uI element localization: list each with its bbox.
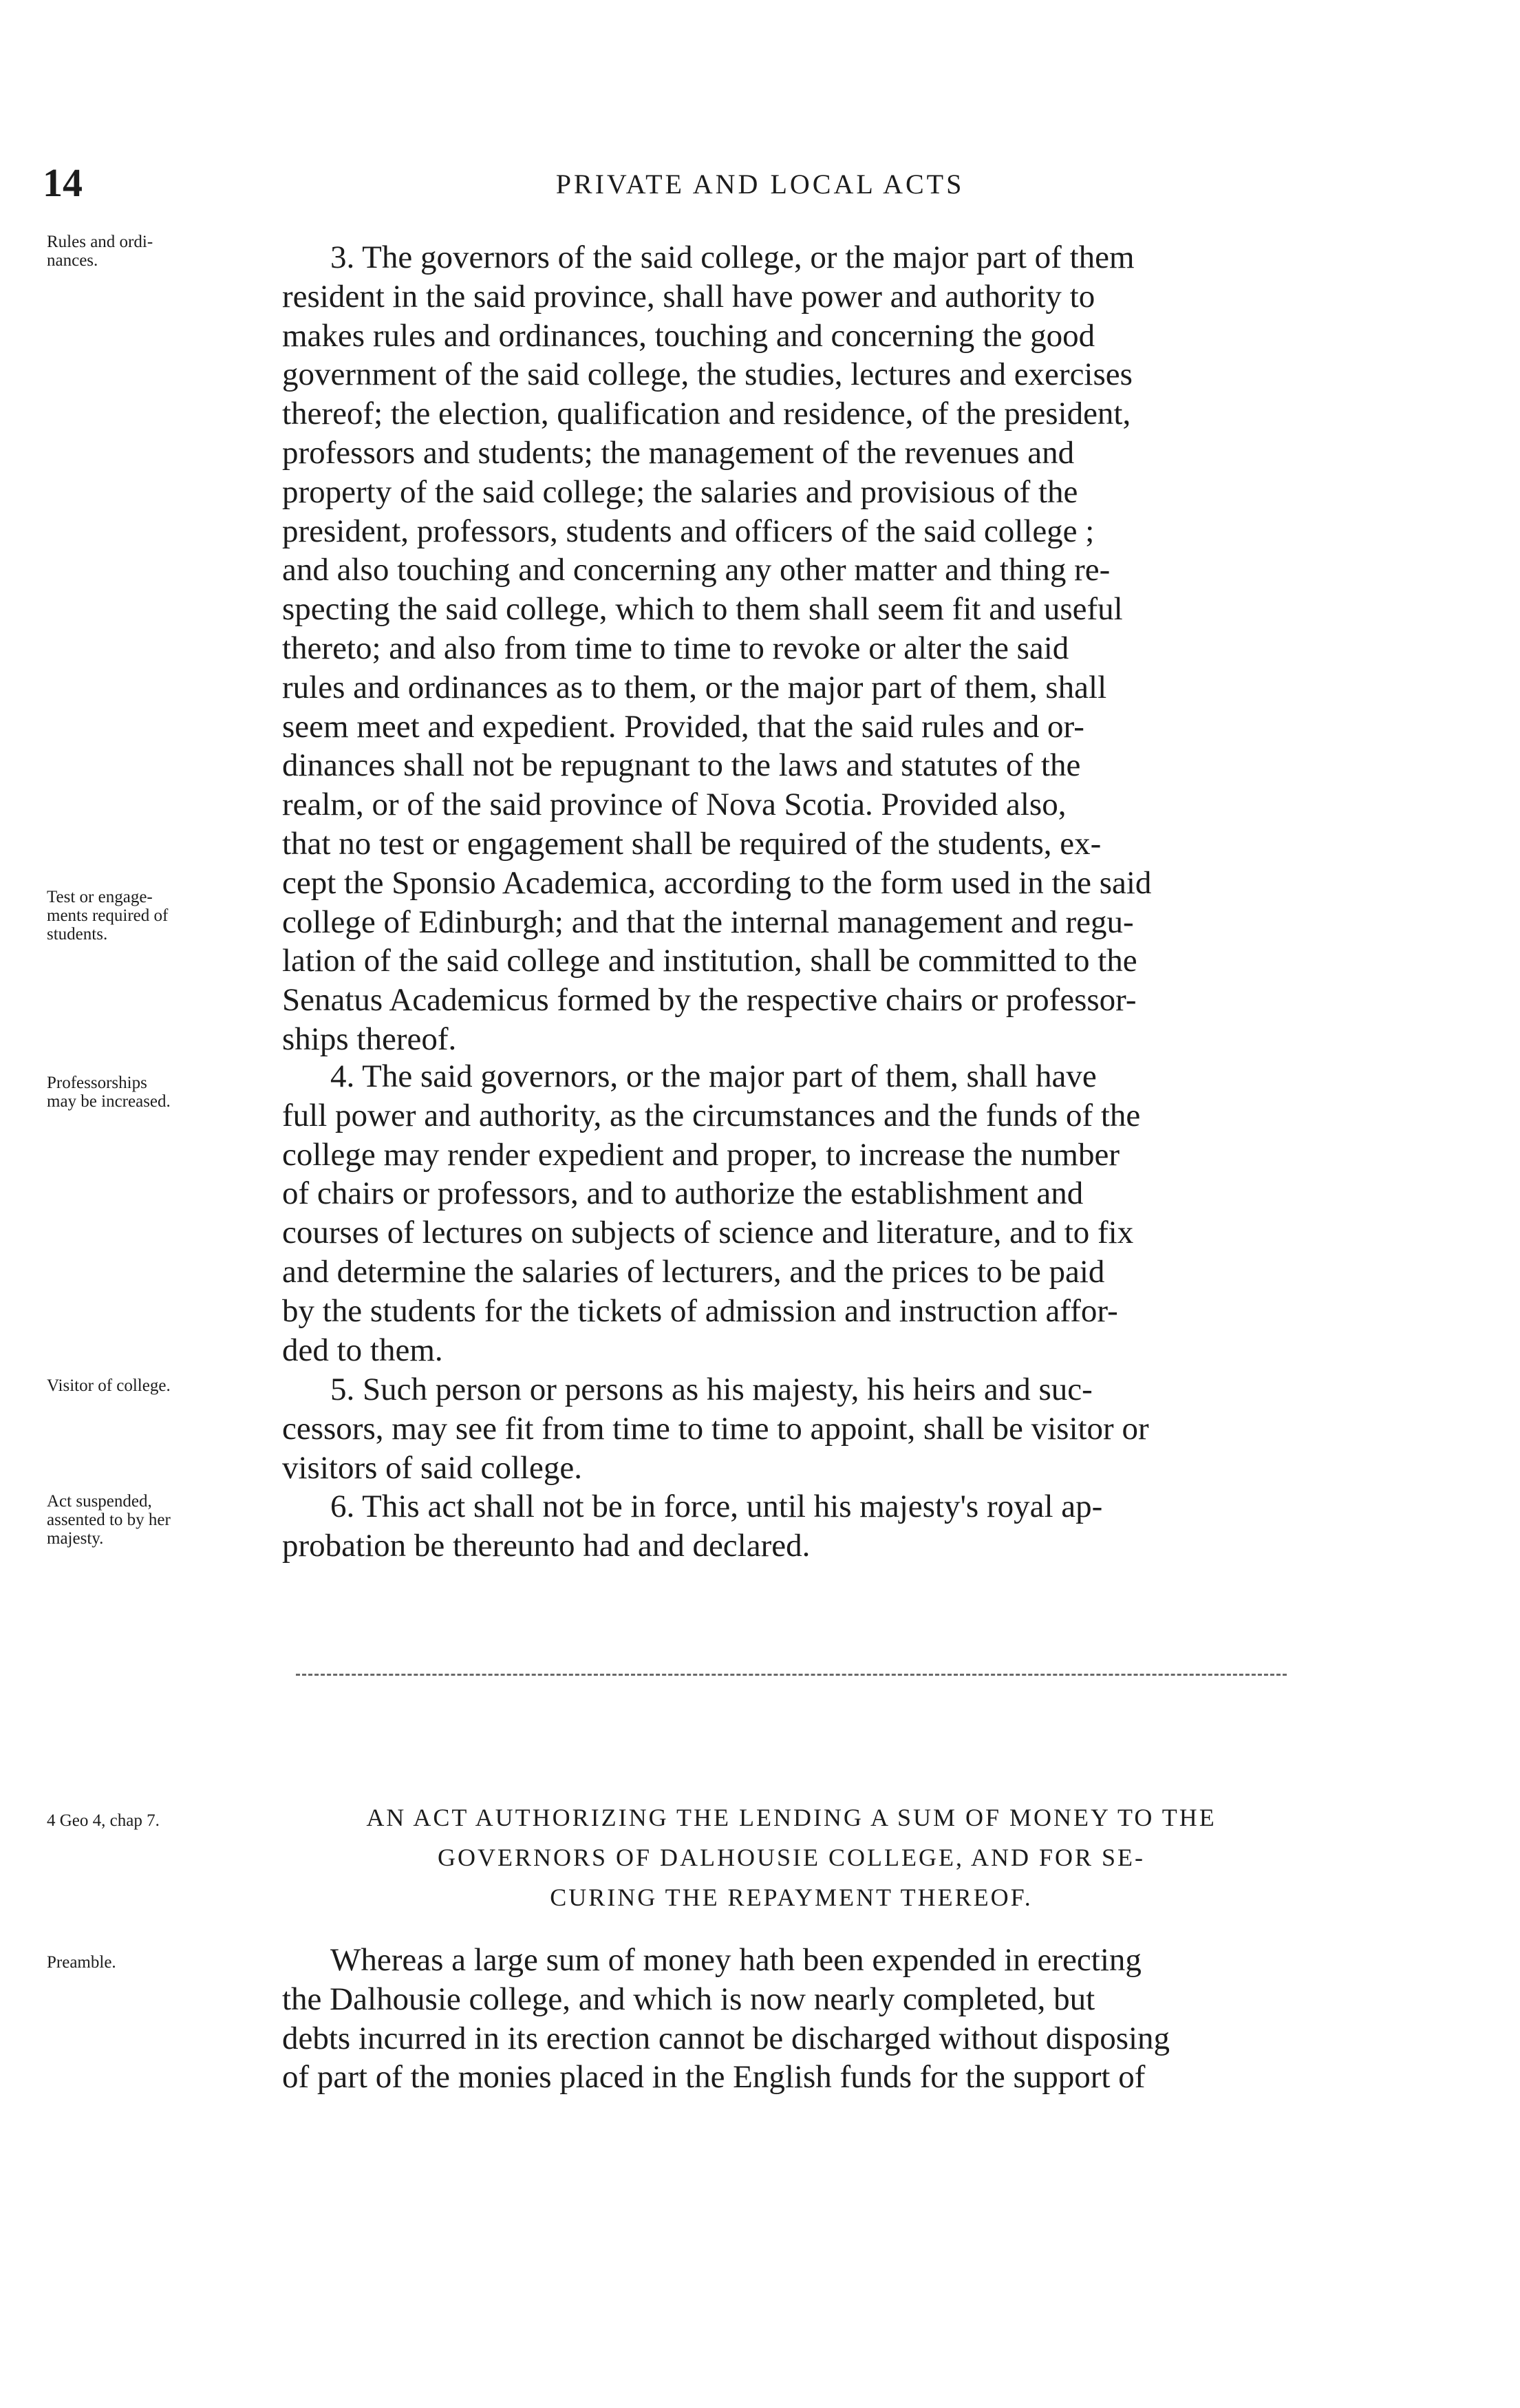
text-line: and also touching and concerning any other matter and thing re- [282,552,1111,588]
text-line: 3. The governors of the said college, or the major part of them [330,239,1135,275]
text-line: makes rules and ordinances, touching and concerning the good [282,317,1095,354]
act-title-line: GOVERNORS OF DALHOUSIE COLLEGE, AND FOR SE- [437,1844,1146,1871]
text-line: of chairs or professors, and to authorize the establishment and [282,1175,1084,1212]
text-line: full power and authority, as the circumstances and the funds of the [282,1097,1141,1133]
text-line: college may render expedient and proper, to increase the number [282,1136,1120,1173]
running-head: PRIVATE AND LOCAL ACTS [555,169,965,200]
text-line: specting the said college, which to them shall seem fit and useful [282,591,1123,628]
text-line: resident in the said province, shall have power and authority to [282,278,1095,315]
text-line: cessors, may see fit from time to time to appoint, shall be visitor or [282,1410,1149,1447]
text-line: thereof; the election, qualification and residence, of the president, [282,396,1131,432]
text-line: by the students for the tickets of admission and instruction affor- [282,1292,1118,1329]
text-line: Senatus Academicus formed by the respective chairs or professor- [282,982,1137,1019]
text-line: ships thereof. [282,1021,457,1057]
text-line: cept the Sponsio Academica, according to the form used in the said [282,864,1152,901]
margin-note-line: nances. [47,251,98,270]
margin-note-line: Test or engage- [47,888,153,906]
section-5 [282,1370,1287,1487]
margin-note-line: assented to by her [47,1511,171,1529]
margin-note-line: Visitor of college. [47,1376,171,1395]
text-line: rules and ordinances as to them, or the major part of them, shall [282,669,1107,705]
margin-note-preamble: Preamble. [47,1953,116,1972]
margin-note-citation: 4 Geo 4, chap 7. [47,1811,160,1830]
page-number: 14 [43,160,83,205]
text-line: Whereas a large sum of money hath been expended in erecting [330,1942,1142,1978]
text-line: 5. Such person or persons as his majesty, his heirs and suc- [330,1372,1093,1407]
section-divider [296,1674,1287,1676]
margin-note-test [47,888,274,944]
text-line: president, professors, students and officers of the said college ; [282,513,1095,549]
margin-note-professorships [47,1074,274,1111]
margin-note-line: majesty. [47,1529,104,1548]
text-line: of part of the monies placed in the English funds for the support of [282,2059,1146,2096]
margin-note-act-suspended [47,1492,274,1548]
text-line: 4. The said governors, or the major part of them, shall have [330,1058,1097,1094]
margin-note-line: students. [47,925,108,944]
margin-note-visitor [47,1376,274,1395]
text-line: the Dalhousie college, and which is now nearly completed, but [282,1981,1095,2017]
text-line: lation of the said college and institution, shall be committed to the [282,943,1137,979]
act-title-line: AN ACT AUTHORIZING THE LENDING A SUM OF MONEY TO THE [366,1804,1217,1831]
section-6 [282,1487,1287,1566]
text-line: debts incurred in its erection cannot be discharged without disposing [282,2020,1170,2056]
section-3 [282,238,1287,1059]
text-line: college of Edinburgh; and that the internal management and regu- [282,904,1134,940]
margin-note-rules [47,233,274,270]
text-line: that no test or engagement shall be required of the students, ex- [282,825,1102,862]
text-line: probation be thereunto had and declared. [282,1527,811,1564]
text-line: courses of lectures on subjects of science and literature, and to fix [282,1215,1134,1251]
margin-note-line: Professorships [47,1074,147,1092]
text-line: ded to them. [282,1332,443,1368]
text-line: visitors of said college. [282,1449,582,1486]
act-title [289,1798,1294,1917]
margin-note-line: Act suspended, [47,1492,152,1511]
text-line: government of the said college, the studies, lectures and exercises [282,356,1133,393]
preamble [282,1941,1287,2097]
margin-note-line: may be increased. [47,1092,171,1111]
section-4 [282,1057,1287,1370]
text-line: dinances shall not be repugnant to the laws and statutes of the [282,747,1081,784]
text-line: professors and students; the management of the revenues and [282,434,1075,471]
text-line: and determine the salaries of lecturers, and the prices to be paid [282,1253,1105,1290]
text-line: realm, or of the said province of Nova Scotia. Provided also, [282,787,1067,823]
act-title-line: CURING THE REPAYMENT THEREOF. [550,1884,1033,1911]
text-line: 6. This act shall not be in force, until his majesty's royal ap- [330,1489,1103,1524]
text-line: thereto; and also from time to time to revoke or alter the said [282,630,1069,666]
margin-note-line: ments required of [47,906,169,925]
text-line: property of the said college; the salaries and provisious of the [282,473,1078,510]
margin-note-line: Rules and ordi- [47,233,153,251]
text-line: seem meet and expedient. Provided, that the said rules and or- [282,708,1084,745]
